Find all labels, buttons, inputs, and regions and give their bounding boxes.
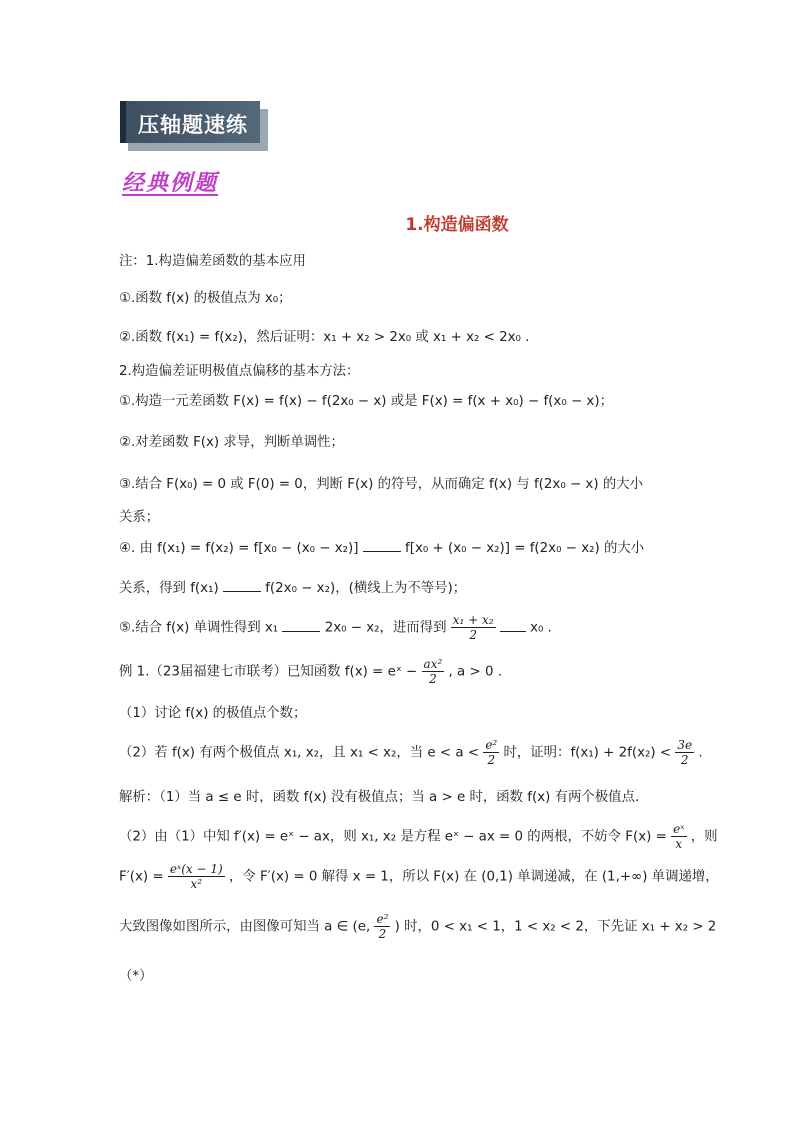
method-item: ①.构造一元差函数 F(x) = f(x) − f(2x₀ − x) 或是 F(x) = f(x + x₀) − f(x₀ − x)； — [119, 394, 613, 409]
banner-box — [120, 101, 260, 143]
method-item: ②.对差函数 F(x) 求导，判断单调性； — [119, 435, 344, 450]
method-text: f[x₀ + (x₀ − x₂)] = f(2x₀ − x₂) 的大小 — [405, 541, 645, 556]
fraction — [422, 657, 445, 686]
method-text: ⑤.结合 f(x) 单调性得到 x₁ — [119, 620, 279, 636]
method-item-cont: 关系； — [119, 510, 160, 525]
method-text: f(2x₀ − x₂)，(横线上为不等号)； — [265, 581, 467, 596]
solution-line — [119, 822, 718, 851]
question-line: （1）讨论 f(x) 的极值点个数； — [119, 706, 307, 721]
fraction-denominator: 2 — [429, 672, 437, 686]
topic-heading — [0, 210, 794, 235]
fraction — [168, 862, 225, 891]
method-item — [119, 537, 644, 556]
solution-text: ，则 — [690, 829, 718, 845]
fraction-numerator: eˣ — [673, 822, 685, 836]
method-item — [119, 613, 552, 642]
method-item-cont — [119, 577, 466, 596]
example-text: , a > 0 . — [448, 664, 503, 680]
solution-text: F′(x) = — [119, 869, 164, 885]
method-text: 关系，得到 f(x₁) — [119, 581, 219, 596]
banner-text: 压轴题速练 — [138, 113, 248, 137]
fraction-denominator: 2 — [469, 628, 477, 642]
solution-text: ) 时，0 < x₁ < 1，1 < x₂ < 2，下先证 x₁ + x₂ > 2 — [394, 919, 717, 935]
blank-line — [223, 579, 261, 592]
section-title: 经典例题 — [122, 170, 219, 196]
solution-text: 大致图像如图所示，由图像可知当 a ∈ (e, — [119, 919, 371, 935]
fraction — [675, 738, 694, 767]
fraction-denominator: 2 — [487, 753, 496, 767]
banner — [120, 101, 268, 151]
blank-line — [282, 619, 320, 632]
method-item: ③.结合 F(x₀) = 0 或 F(0) = 0，判断 F(x) 的符号，从而确定 f(x) 与 f(2x₀ − x) 的大小 — [119, 477, 644, 492]
method-title: 2.构造偏差证明极值点偏移的基本方法： — [119, 364, 360, 379]
note-item: ②.函数 f(x₁) = f(x₂)，然后证明：x₁ + x₂ > 2x₀ 或 x₁ + x₂ < 2x₀ . — [119, 330, 530, 345]
fraction-numerator: e² — [376, 912, 389, 926]
fraction-denominator: x — [675, 837, 683, 851]
solution-line — [119, 862, 719, 891]
note-line: 注：1.构造偏差函数的基本应用 — [119, 254, 306, 269]
blank-line — [363, 539, 401, 552]
question-text: 时，证明：f(x₁) + 2f(x₂) < — [503, 745, 672, 761]
fraction — [451, 613, 496, 642]
example-line — [119, 657, 502, 686]
question-text: . — [698, 745, 703, 761]
method-text: 2x₀ − x₂，进而得到 — [324, 620, 447, 636]
solution-line — [119, 912, 716, 941]
blank-line — [500, 619, 526, 632]
fraction-numerator: 3e — [677, 738, 693, 752]
topic-heading-text: 1.构造偏函数 — [405, 215, 509, 235]
fraction-denominator: 2 — [680, 753, 689, 767]
fraction-denominator: 2 — [378, 927, 387, 941]
fraction-numerator: ax² — [423, 657, 443, 671]
example-text: 例 1.（23届福建七市联考）已知函数 f(x) = eˣ − — [119, 664, 418, 680]
note-item: ①.函数 f(x) 的极值点为 x₀； — [119, 291, 292, 306]
question-line — [119, 738, 703, 767]
method-text: ④. 由 f(x₁) = f(x₂) = f[x₀ − (x₀ − x₂)] — [119, 541, 359, 556]
solution-line: 解析：（1）当 a ≤ e 时，函数 f(x) 没有极值点；当 a > e 时，函数 f(x) 有两个极值点． — [119, 790, 649, 805]
solution-text: ，令 F′(x) = 0 解得 x = 1，所以 F(x) 在 (0,1) 单调递减，在 (1,+∞) 单调递增， — [228, 869, 719, 885]
fraction — [671, 822, 686, 851]
solution-text: （2）由（1）中知 f′(x) = eˣ − ax，则 x₁, x₂ 是方程 eˣ − ax = 0 的两根，不妨令 F(x) = — [119, 829, 667, 845]
fraction-numerator: x₁ + x₂ — [452, 613, 494, 627]
fraction — [483, 738, 499, 767]
solution-line: （*） — [119, 969, 153, 984]
fraction-numerator: e² — [485, 738, 498, 752]
fraction-denominator: x² — [190, 877, 203, 891]
question-text: （2）若 f(x) 有两个极值点 x₁, x₂，且 x₁ < x₂，当 e < a < — [119, 745, 480, 761]
fraction-numerator: eˣ(x − 1) — [169, 862, 223, 876]
method-text: x₀ . — [530, 620, 552, 636]
fraction — [374, 912, 390, 941]
